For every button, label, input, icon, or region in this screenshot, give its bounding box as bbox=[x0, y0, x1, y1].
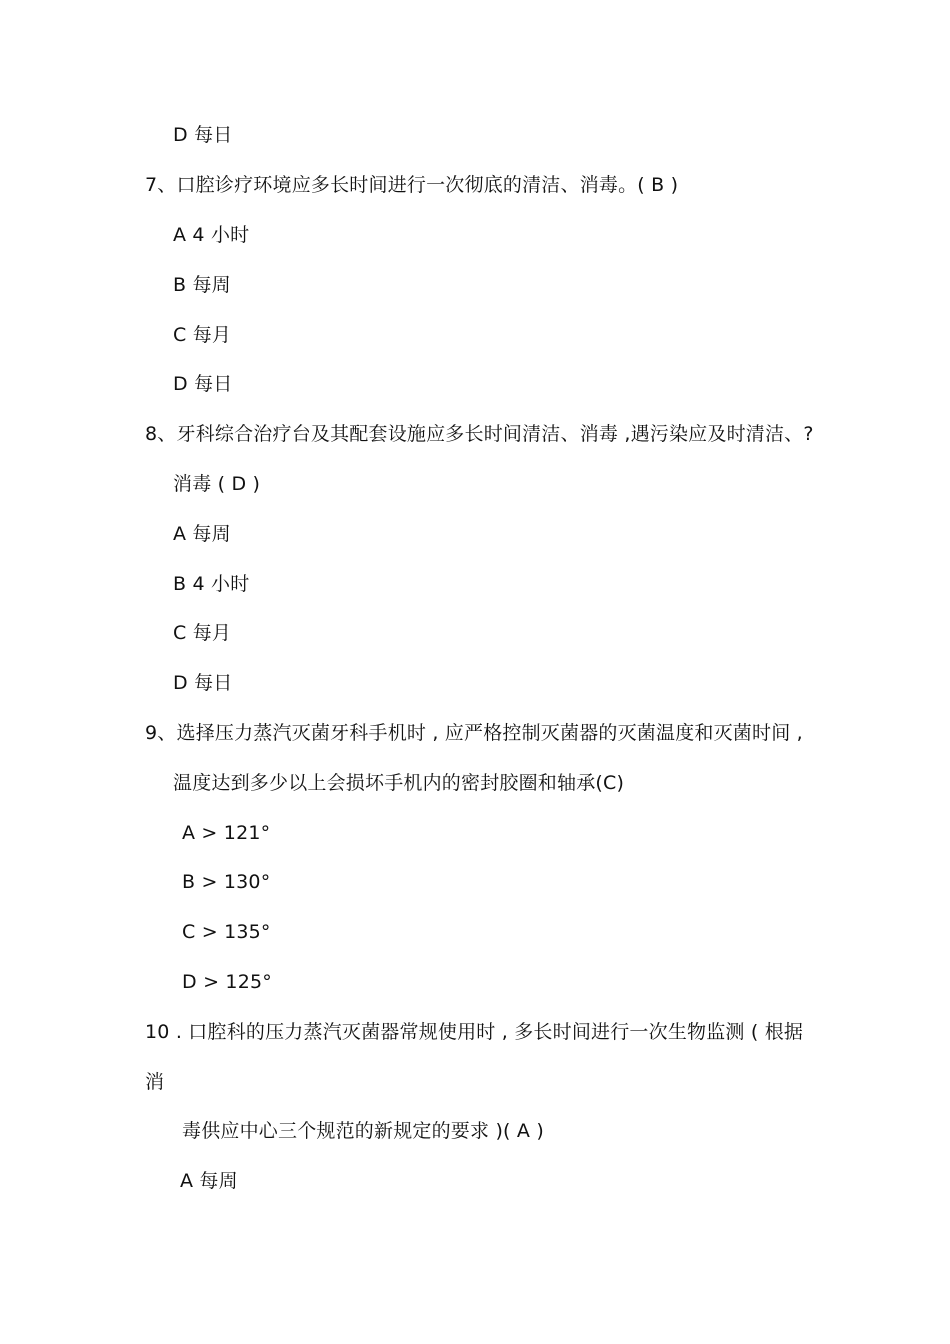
question-8: 8、牙科综合治疗台及其配套设施应多长时间清洁、消毒 ,遇污染应及时清洁、? bbox=[145, 423, 814, 445]
option-d-q9: D > 125° bbox=[182, 971, 272, 993]
option-a-q9: A > 121° bbox=[182, 822, 271, 844]
option-a-q7: A 4 小时 bbox=[173, 224, 250, 246]
question-8-continuation: 消毒 ( D ) bbox=[173, 473, 261, 495]
option-d-q8: D 每日 bbox=[173, 672, 233, 694]
option-c-q7: C 每月 bbox=[173, 324, 232, 346]
option-b-q7: B 每周 bbox=[173, 274, 231, 296]
question-10-wrap: 消 bbox=[145, 1071, 165, 1093]
question-10-continuation: 毒供应中心三个规范的新规定的要求 )( A ) bbox=[182, 1120, 544, 1142]
option-d-q7: D 每日 bbox=[173, 373, 233, 395]
option-b-q8: B 4 小时 bbox=[173, 573, 250, 595]
option-a-q8: A 每周 bbox=[173, 523, 231, 545]
question-9-continuation: 温度达到多少以上会损坏手机内的密封胶圈和轴承(C) bbox=[173, 772, 625, 794]
option-a-q10: A 每周 bbox=[180, 1170, 238, 1192]
option-c-q8: C 每月 bbox=[173, 622, 232, 644]
question-9: 9、选择压力蒸汽灭菌牙科手机时 , 应严格控制灭菌器的灭菌温度和灭菌时间 , bbox=[145, 722, 803, 744]
option-d-q6: D 每日 bbox=[173, 124, 233, 146]
option-c-q9: C > 135° bbox=[182, 921, 271, 943]
option-b-q9: B > 130° bbox=[182, 871, 271, 893]
question-10: 10 . 口腔科的压力蒸汽灭菌器常规使用时 , 多长时间进行一次生物监测 ( 根据 bbox=[145, 1021, 804, 1043]
question-7: 7、口腔诊疗环境应多长时间进行一次彻底的清洁、消毒。( B ) bbox=[145, 174, 679, 196]
